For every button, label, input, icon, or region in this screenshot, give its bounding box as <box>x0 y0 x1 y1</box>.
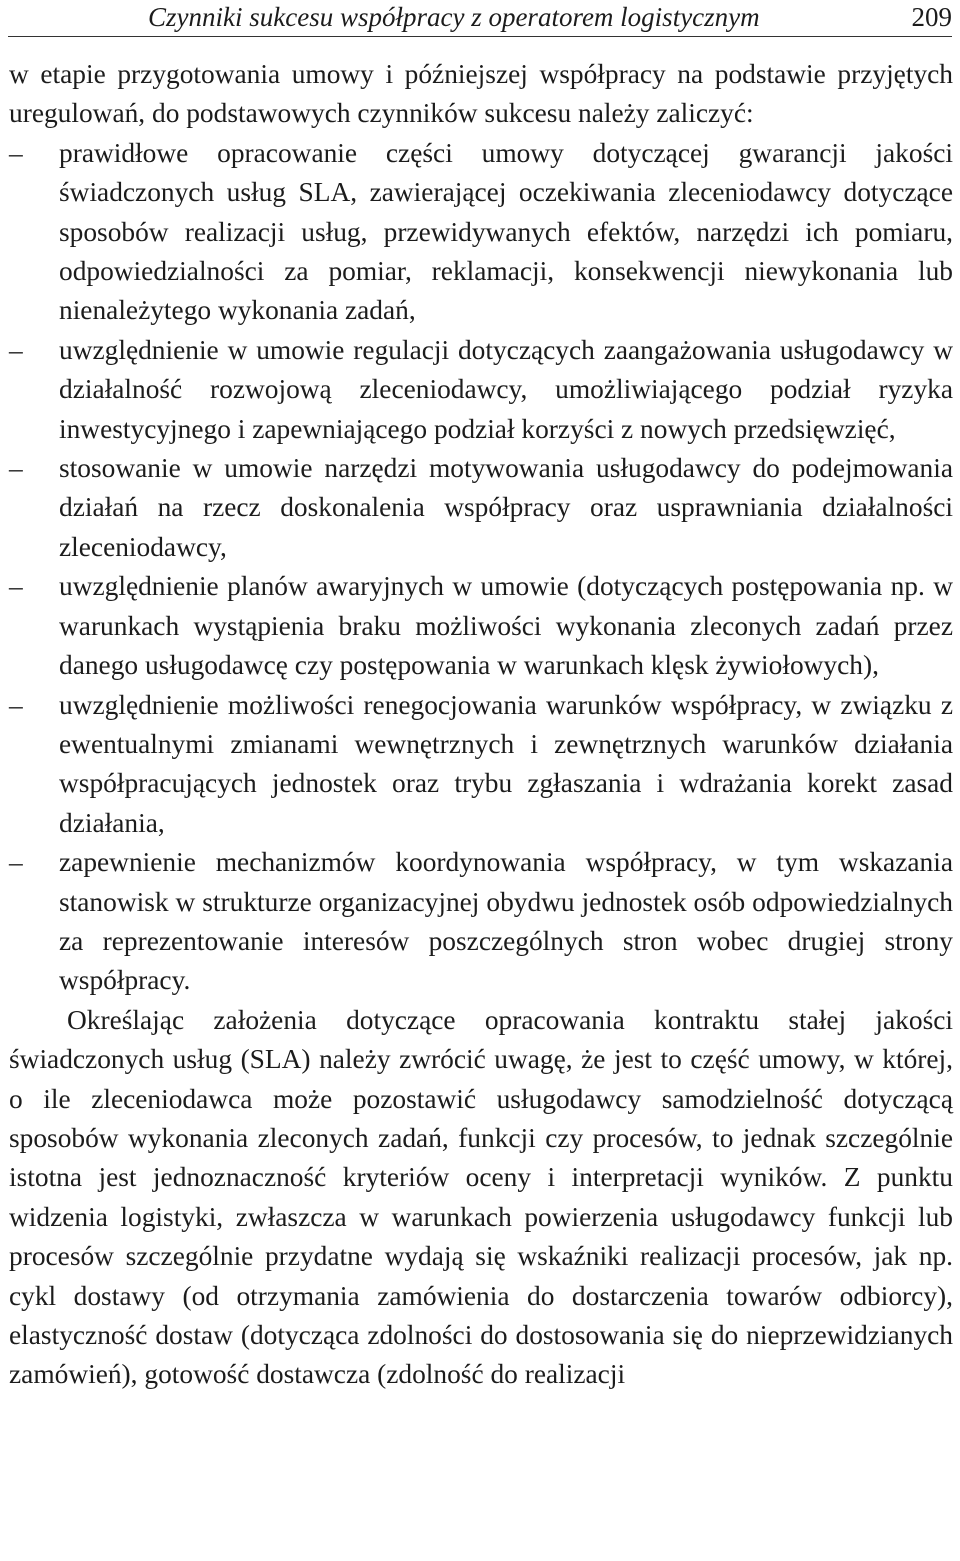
dash-marker: – <box>9 453 23 484</box>
list-item <box>9 134 953 331</box>
list-item <box>9 843 953 1001</box>
page-body <box>9 55 953 1395</box>
list-item <box>9 686 953 844</box>
page-number: 209 <box>911 2 952 32</box>
dash-marker: – <box>9 847 23 878</box>
list-item <box>9 331 953 449</box>
closing-paragraph: Określając założenia dotyczące opracowania kontraktu stałej jakości świadczonych usług (SLA) należy zwrócić uwagę, że jest to część umowy, w której, o ile zleceniodawca może pozostawić usługodawcy samodzielność dotyczącą sposobów wykonania zleconych zadań, funkcji czy procesów, to jednak szczególnie istotna jest jednoznaczność kryteriów oceny i interpretacji wyników. Z punktu widzenia logistyki, zwłaszcza w warunkach powierzenia usługodawcy funkcji lub procesów szczególnie przydatne wydają się wskaźniki realizacji procesów, jak np. cykl dostawy (od otrzymania zamówienia do dostarczenia towarów odbiorcy), elastyczność dostaw (dotycząca zdolności do dostosowania się do nieprzewidzianych zamówień), gotowość dostawcza (zdolność do realizacji <box>9 1004 953 1390</box>
dash-marker: – <box>9 689 23 720</box>
intro-paragraph: w etapie przygotowania umowy i późniejszej współpracy na podstawie przyjętych uregulowań, do podstawowych czynników sukcesu należy zaliczyć: <box>9 59 953 129</box>
page-header <box>8 0 952 37</box>
list-item-text: zapewnienie mechanizmów koordynowania współpracy, w tym wskazania stanowisk w strukturze organizacyjnej obydwu jednostek osób odpowiedzialnych za reprezentowanie interesów poszczególnych stron wobec drugiej strony współpracy. <box>59 847 953 996</box>
running-title: Czynniki sukcesu współpracy z operatorem logistycznym <box>148 2 760 32</box>
list-item <box>9 567 953 685</box>
list-item <box>9 449 953 567</box>
list-item-text: uwzględnienie w umowie regulacji dotyczących zaangażowania usługodawcy w działalność rozwojową zleceniodawcy, umożliwiającego podział ryzyka inwestycyjnego i zapewniającego podział korzyści z nowych przedsięwzięć, <box>59 334 953 444</box>
list-item-text: uwzględnienie planów awaryjnych w umowie (dotyczących postępowania np. w warunkach wystąpienia braku możliwości wykonania zleconych zadań przez danego usługodawcę czy postępowania w warunkach klęsk żywiołowych), <box>59 571 953 681</box>
list-item-text: stosowanie w umowie narzędzi motywowania usługodawcy do podejmowania działań na rzecz doskonalenia współpracy oraz usprawniania działalności zleceniodawcy, <box>59 453 953 562</box>
list-item-text: uwzględnienie możliwości renegocjowania warunków współpracy, w związku z ewentualnymi zmianami wewnętrznych i zewnętrznych warunków działania współpracujących jednostek oraz trybu zgłaszania i wdrażania korekt zasad działania, <box>59 689 953 838</box>
list-item-text: prawidłowe opracowanie części umowy dotyczącej gwarancji jakości świadczonych usług SLA, zawierającej oczekiwania zleceniodawcy dotyczące sposobów realizacji usług, przewidywanych efektów, narzędzi ich pomiaru, odpowiedzialności za pomiar, reklamacji, konsekwencji niewykonania lub nienależytego wykonania zadań, <box>59 137 953 326</box>
dash-marker: – <box>9 334 23 365</box>
success-factors-list <box>9 134 953 1001</box>
dash-marker: – <box>9 137 23 168</box>
dash-marker: – <box>9 571 23 602</box>
